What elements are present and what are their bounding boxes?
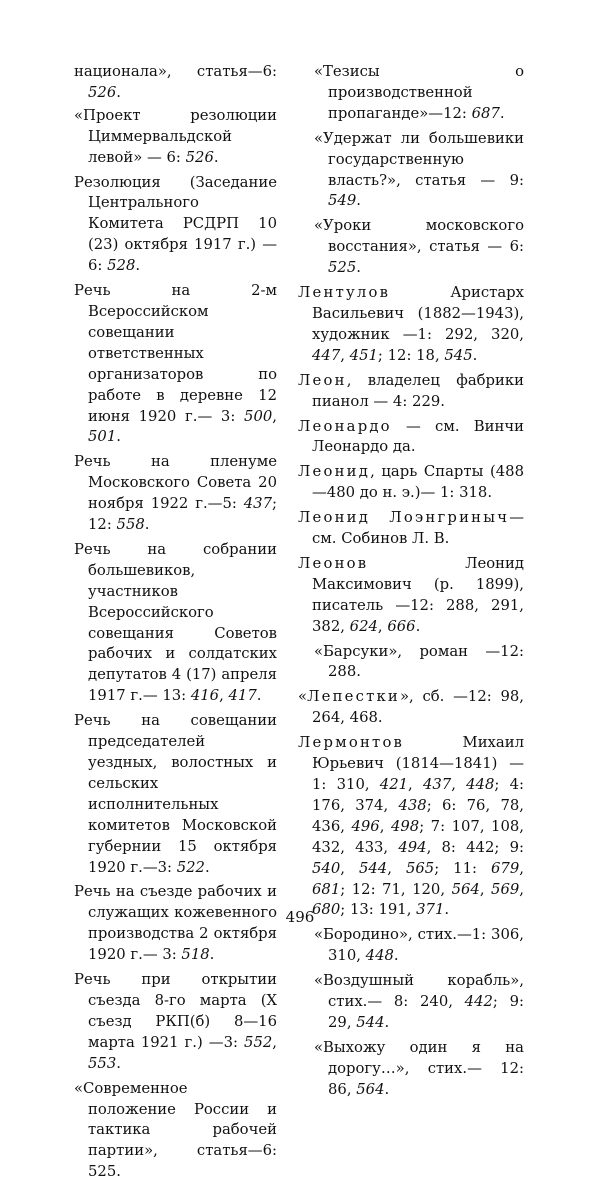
entry-text: , 8: 442; 9: xyxy=(426,838,524,856)
page-reference: 518 xyxy=(181,946,210,964)
entry-text: , xyxy=(519,880,524,898)
entry-text: ; 12: 71, 120, xyxy=(340,880,452,898)
entry-text: , xyxy=(451,776,467,793)
entry-text: «Выхожу один я на дорогу…», стих.— 12: 86, xyxy=(314,1038,524,1098)
page-reference: 448 xyxy=(365,947,394,965)
page-reference: 558 xyxy=(116,516,145,534)
entry-text: . xyxy=(384,1080,390,1098)
entry-text: ; 4: 176, 374, xyxy=(312,776,524,814)
index-entry xyxy=(298,371,524,413)
entry-text: . xyxy=(209,946,215,964)
entry-text: «Барсуки», роман —12: 288. xyxy=(314,642,524,681)
entry-text: Речь на собрании большевиков, участников Всероссийского совещания Советов рабочих и солдатских депутатов 4 (17) апреля 1917 г.— 13: xyxy=(74,540,277,705)
index-entry xyxy=(298,554,524,638)
index-entry xyxy=(74,62,277,104)
entry-text: Речь на пленуме Московского Совета 20 ноября 1922 г.—5: xyxy=(74,453,277,513)
entry-heading: Лентулов xyxy=(298,284,391,302)
entry-heading: Леон xyxy=(298,371,347,389)
entry-text: ; 11: xyxy=(434,859,492,877)
page-reference: 437 xyxy=(243,495,272,513)
page-reference: 525 xyxy=(328,259,357,277)
index-entry xyxy=(74,452,277,536)
entry-text: . xyxy=(415,617,421,635)
index-entry xyxy=(298,62,524,125)
entry-text: . xyxy=(204,858,210,876)
entry-text: — см. Винчи Леонардо да. xyxy=(312,417,524,456)
entry-text: Резолюция (Заседание Центрального Комитета РСДРП 10 (23) октября 1917 г.) —6: xyxy=(74,173,277,275)
page-reference: 666 xyxy=(387,617,416,635)
index-entry xyxy=(74,281,277,448)
entry-text: Речь на съезде рабочих и служащих кожевенного производства 2 октября 1920 г.— 3: xyxy=(74,883,277,964)
entry-text: ; 12: xyxy=(88,495,277,534)
index-entry xyxy=(298,642,524,684)
entry-heading: Леонид xyxy=(298,463,371,481)
entry-text: « xyxy=(298,688,308,706)
index-entry xyxy=(298,283,524,367)
entry-heading: Леонардо xyxy=(298,417,392,435)
entry-text: . xyxy=(356,259,361,277)
entry-text: национала», статья—6: xyxy=(74,63,277,80)
page-number: 496 xyxy=(285,908,315,926)
entry-text: . xyxy=(135,257,141,275)
entry-text: , xyxy=(519,859,524,877)
page-reference: 416 xyxy=(190,687,220,705)
page-reference: 549 xyxy=(328,192,357,210)
page-reference: 526 xyxy=(185,148,214,166)
entry-text: «Уроки московского восстания», статья — 6: xyxy=(314,217,524,256)
index-entry xyxy=(74,970,277,1075)
entry-text: Речь на 2-м Всероссийском совещании ответственных организаторов по работе в деревне 12 июня 1920 г.— 3: xyxy=(74,282,277,425)
page-reference: 624 xyxy=(349,617,378,635)
entry-text: , xyxy=(272,1033,277,1051)
entry-text: Леонид Максимович (р. 1899), писатель —12: 288, 291, 382, xyxy=(312,554,524,635)
entry-text: », сб. —12: 98, 264, 468. xyxy=(312,688,524,727)
page-reference: 437 xyxy=(422,776,452,793)
page-reference: 565 xyxy=(405,859,435,877)
entry-heading: Леонов xyxy=(298,554,369,572)
page-reference: 526 xyxy=(88,83,117,101)
entry-text: , xyxy=(219,687,229,705)
page-reference: 447 xyxy=(312,346,341,364)
index-entry xyxy=(74,540,277,707)
page-reference: 687 xyxy=(471,104,500,122)
entry-text: , xyxy=(340,859,359,877)
entry-text: ; 13: 191, xyxy=(340,901,417,919)
page-reference: 544 xyxy=(358,859,388,877)
page-reference: 569 xyxy=(491,880,520,898)
page-reference: 540 xyxy=(312,859,341,877)
entry-text: , xyxy=(387,859,406,877)
entry-text: Речь при открытии съезда 8-го марта (X съезд РКП(б) 8—16 марта 1921 г.) —3: xyxy=(74,971,277,1051)
index-entry xyxy=(298,687,524,729)
index-entry xyxy=(298,1038,524,1101)
entry-text: . xyxy=(472,346,478,364)
entry-text: , владелец фабрики пианол — 4: 229. xyxy=(312,371,524,410)
page-reference: 679 xyxy=(491,859,520,877)
index-entry xyxy=(74,173,277,278)
index-entry xyxy=(298,733,524,921)
page-reference: 417 xyxy=(228,687,257,705)
entry-text: Михаил Юрьевич (1814—1841) —1: 310, xyxy=(312,734,524,793)
page-reference: 552 xyxy=(244,1033,273,1051)
entry-text: . xyxy=(499,104,505,122)
page-reference: 438 xyxy=(398,796,427,814)
page-reference: 494 xyxy=(398,838,427,856)
entry-text: . xyxy=(356,192,361,210)
entry-text: . xyxy=(144,516,150,534)
entry-text: , xyxy=(377,617,388,635)
entry-text: . xyxy=(116,428,121,446)
page-reference: 545 xyxy=(444,346,473,364)
entry-text: , xyxy=(379,817,391,835)
entry-text: ; 6: 76, 78, 436, xyxy=(312,796,524,835)
page-reference: 448 xyxy=(466,776,495,793)
entry-text: , xyxy=(340,346,350,364)
index-entry xyxy=(298,925,524,967)
page-reference: 421 xyxy=(379,776,409,793)
page-reference: 498 xyxy=(390,817,420,835)
index-entry xyxy=(74,1079,277,1184)
entry-text: «Удержат ли большевики государственную власть?», статья — 9: xyxy=(314,129,524,189)
page-reference: 680 xyxy=(312,901,341,919)
entry-text: . xyxy=(256,687,262,705)
entry-heading: Леонид Лоэнгриныч xyxy=(298,509,510,527)
index-entry xyxy=(298,129,524,213)
page-reference: 500 xyxy=(244,407,273,425)
entry-text: . xyxy=(116,1054,121,1072)
entry-text: . xyxy=(116,83,121,101)
page-reference: 442 xyxy=(464,993,493,1011)
entry-text: «Проект резолюции Циммервальдской левой» — 6: xyxy=(74,106,277,166)
entry-text: «Бородино», стих.—1: 306, 310, xyxy=(314,926,524,965)
entry-text: Аристарх Васильевич (1882—1943), художник —1: 292, 320, xyxy=(312,284,524,343)
page-reference: 564 xyxy=(451,880,480,898)
page-reference: 501 xyxy=(88,428,117,446)
right-index-column xyxy=(298,62,524,1105)
entry-heading: Лепестки xyxy=(307,688,400,706)
entry-text: «Современное положение России и тактика рабочей партии», статья—6: 525. xyxy=(74,1079,277,1181)
page-reference: 564 xyxy=(356,1080,385,1098)
page-reference: 522 xyxy=(176,858,205,876)
page-reference: 553 xyxy=(88,1054,117,1072)
page-reference: 544 xyxy=(356,1013,385,1031)
entry-text: . xyxy=(444,901,450,919)
left-index-column xyxy=(74,62,277,1187)
index-entry xyxy=(74,711,277,878)
entry-text: . xyxy=(393,947,399,965)
entry-text: ; 12: 18, xyxy=(377,346,445,364)
index-entry xyxy=(298,508,524,550)
entry-text: , xyxy=(272,407,277,425)
entry-text: — см. Собинов Л. В. xyxy=(312,509,524,548)
index-entry xyxy=(74,106,277,169)
entry-text: , xyxy=(479,880,492,898)
page-reference: 451 xyxy=(349,346,378,364)
index-entry xyxy=(298,216,524,279)
entry-text: «Воздушный корабль», стих.— 8: 240, xyxy=(314,972,524,1011)
entry-text: ; 7: 107, 108, 432, 433, xyxy=(312,817,524,856)
page-reference: 371 xyxy=(416,901,445,919)
entry-text: , царь Спарты (488—480 до н. э.)— 1: 318. xyxy=(312,463,524,502)
page-reference: 681 xyxy=(312,880,341,898)
entry-text: «Тезисы о производственной пропаганде»—12: xyxy=(314,63,524,122)
index-entry xyxy=(298,462,524,504)
entry-text: . xyxy=(213,148,219,166)
index-entry xyxy=(298,417,524,459)
entry-heading: Лермонтов xyxy=(298,734,405,752)
entry-text: , xyxy=(408,776,423,793)
entry-text: ; 9: 29, xyxy=(328,993,524,1031)
index-entry xyxy=(298,971,524,1034)
page-reference: 528 xyxy=(107,257,136,275)
page-reference: 496 xyxy=(351,817,380,835)
entry-text: Речь на совещании председателей уездных, волостных и сельских исполнительных комитетов Московской губернии 15 октября 1920 г.—3: xyxy=(74,712,277,876)
entry-text: . xyxy=(384,1013,390,1031)
